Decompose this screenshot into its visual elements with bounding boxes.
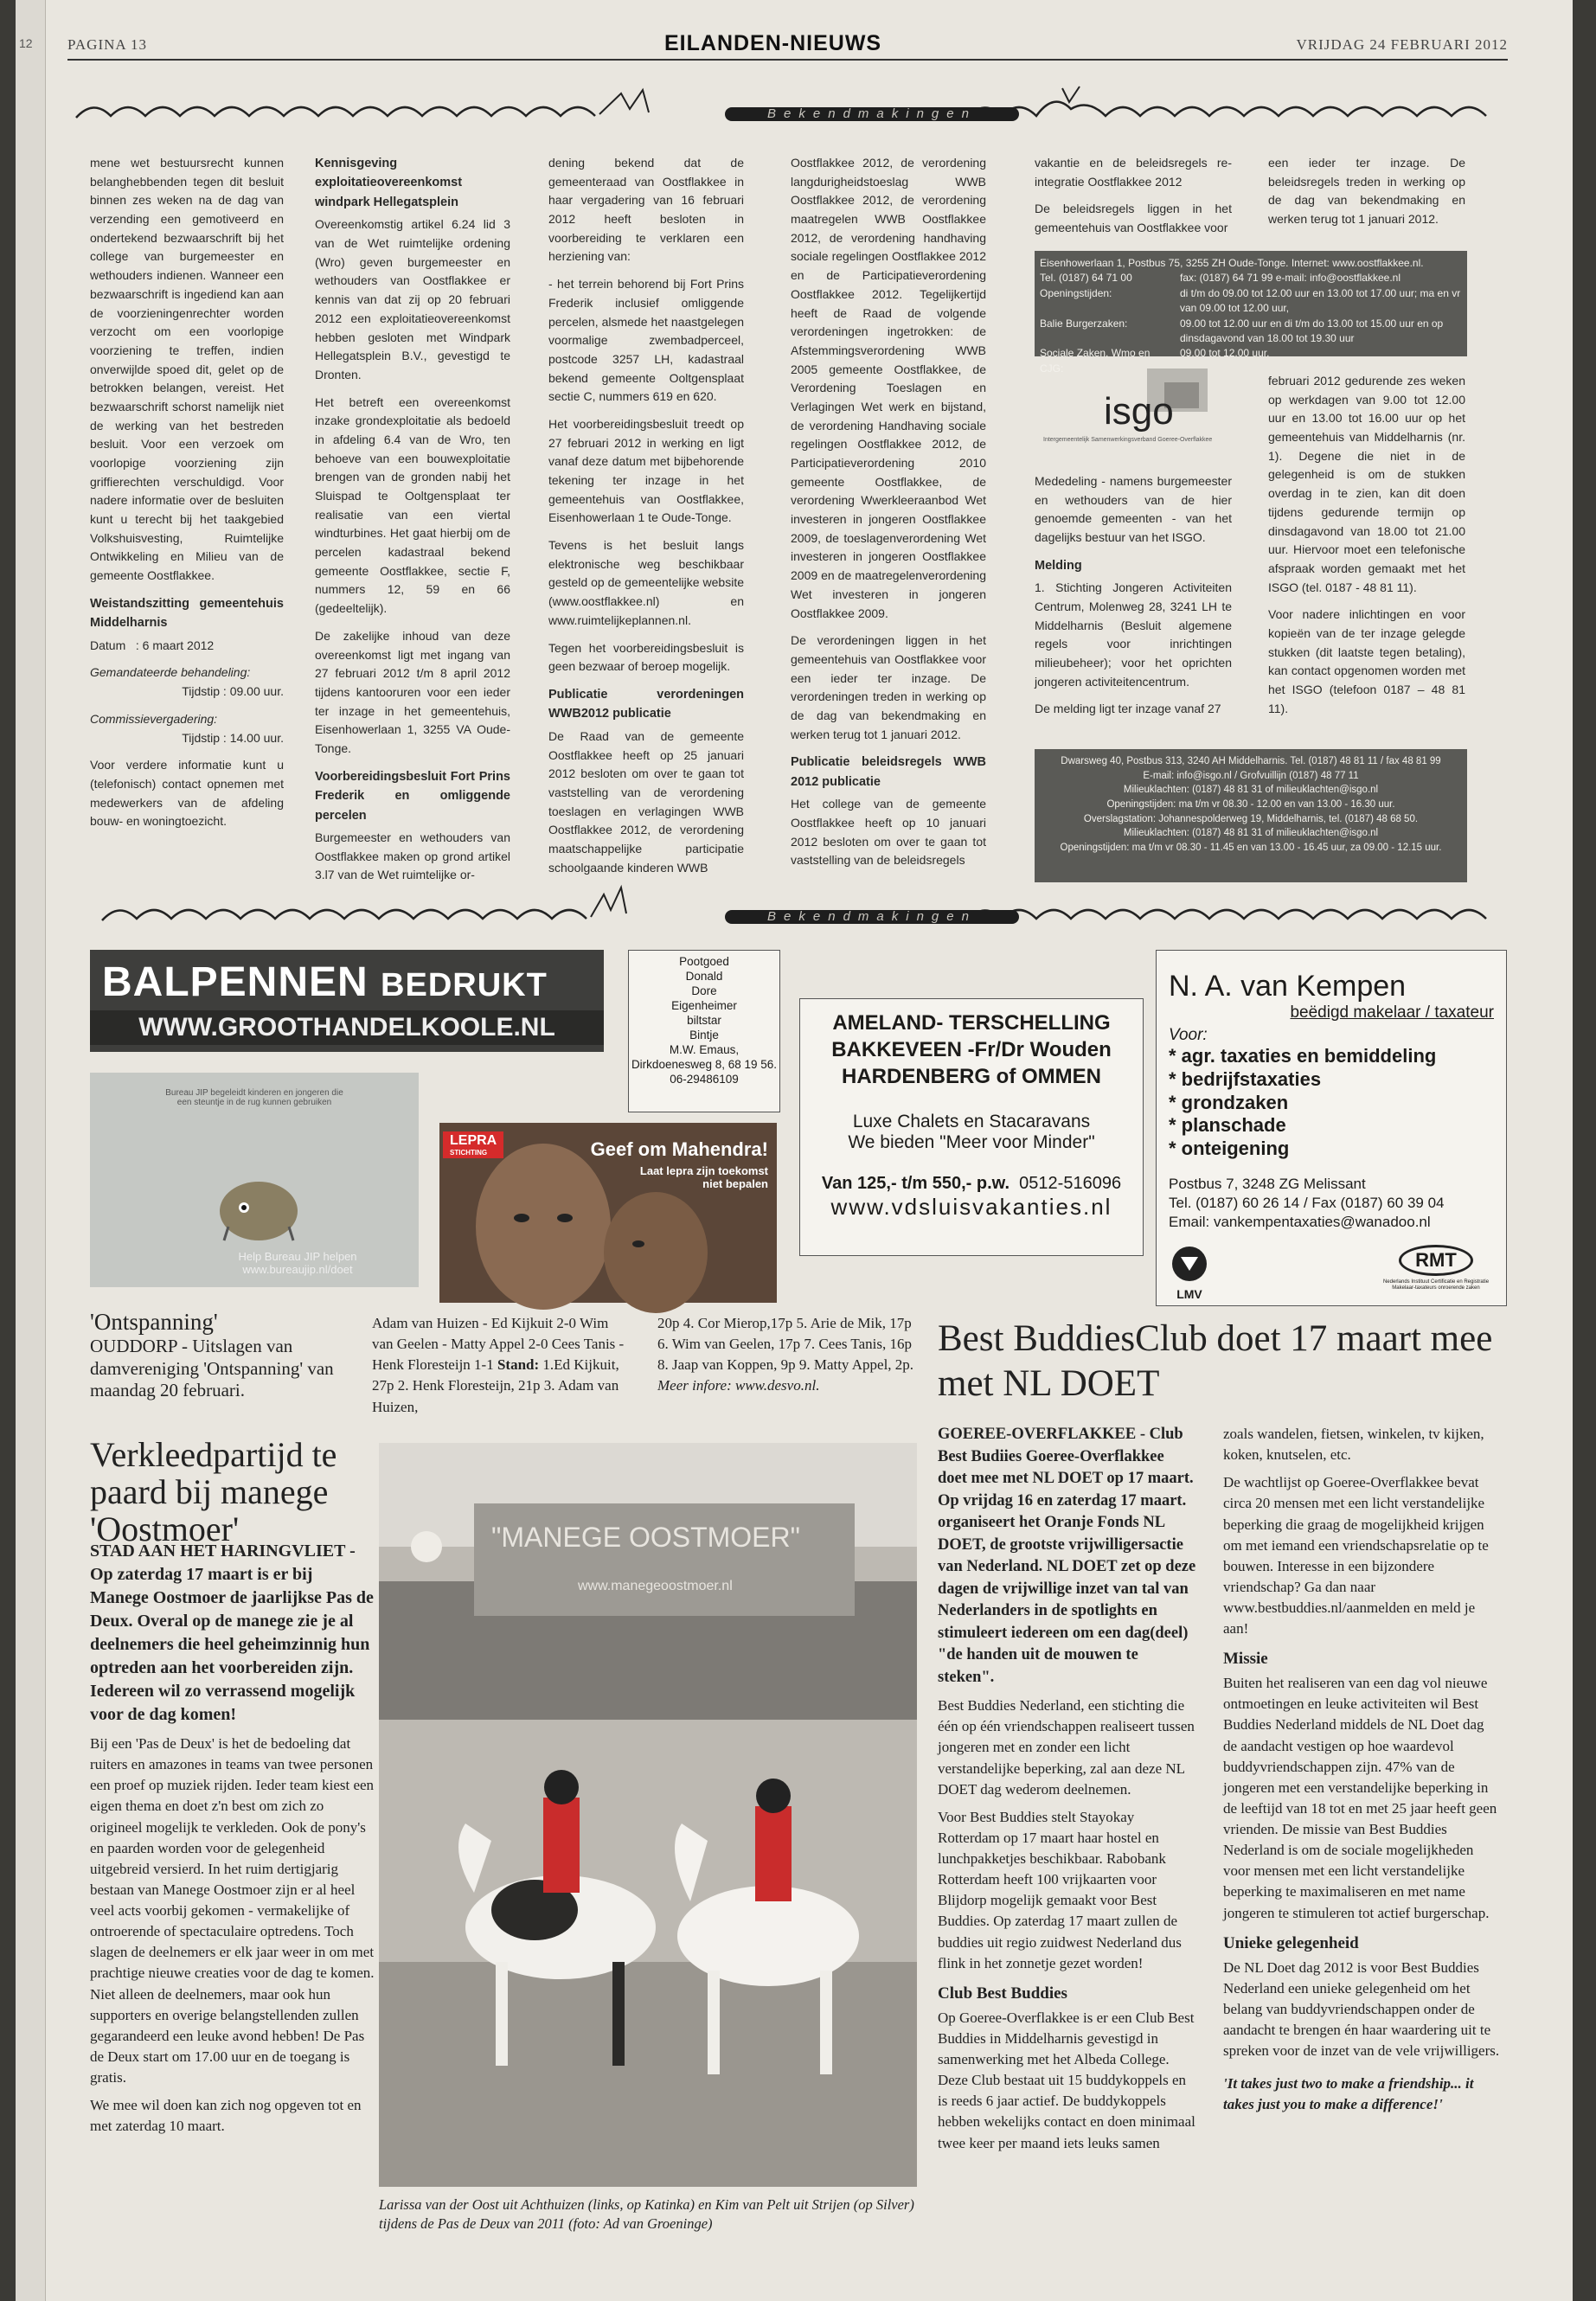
contact-line: fax: (0187) 64 71 99 e-mail: info@oostflakkee.nl bbox=[1180, 272, 1401, 285]
verkleed-paragraph: Bij een 'Pas de Deux' is het de bedoeling dat ruiters en amazones in teams van twee personen een proef op muziek rijden. Ieder team kiest een eigen thema en doet z'n best om zich zo origineel mogelijk te verkleden. Ook de pony's en paarden worden voor de gelegenheid uitgebreid versierd. In het ruim dertigjarig bestaan van Manege Oostmoer zijn er al heel veel acts voorbij gekomen - vermakelijke of ontroerende of spectaculaire optredens. Toch slagen de deelnemers er elk jaar weer in om met prachtige nieuwe creaties voor de dag te komen. Niet alleen de deelnemers, maar ook hun supporters en overige belangstellenden zullen gegarandeerd een leuke avond hebben! De Pas de Deux start om 17.00 uur en de toegang is gratis. bbox=[90, 1735, 375, 2086]
notice-heading: Voorbereidingsbesluit Fort Prins Frederik en omliggende percelen bbox=[315, 769, 510, 823]
kempen-address-line: Tel. (0187) 60 26 14 / Fax (0187) 60 39 04 bbox=[1169, 1195, 1445, 1212]
buddies-col-1 bbox=[938, 1424, 1197, 2220]
vakanties-destinations bbox=[800, 1009, 1143, 1091]
kempen-name: N. A. van Kempen bbox=[1169, 970, 1407, 1003]
notice-column-6 bbox=[1268, 154, 1465, 249]
ontspanning-col-3 bbox=[657, 1313, 917, 1408]
kempen-service-item: * grondzaken bbox=[1169, 1091, 1289, 1113]
notice-paragraph: - het terrein behorend bij Fort Prins Frederik inclusief omliggende percelen, alsmede het naastgelegen voormalige zwembadperceel, postcode 3257 LH, kadastraal bekend gemeente Ooltgensplaat sectie C, nummers 619 en 620. bbox=[548, 277, 744, 404]
notice-heading: Kennisgeving exploitatieovereenkomst windpark Hellegatsplein bbox=[315, 157, 463, 209]
lepra-ad bbox=[439, 1123, 777, 1303]
notice-date-row bbox=[90, 637, 284, 656]
notice-paragraph: dening bekend dat de gemeenteraad van Oostflakkee in haar vergadering van 16 februari 2012 heeft besloten in voorbereiding te verklaren een herziening van: bbox=[548, 156, 744, 264]
datum-label: Datum bbox=[90, 638, 126, 652]
oostflakkee-contact-box bbox=[1035, 251, 1467, 375]
buddies-subheading: Missie bbox=[1223, 1650, 1268, 1669]
isgo-heading: Melding bbox=[1035, 558, 1082, 573]
notice-paragraph: vakantie en de beleidsregels re-integratie Oostflakkee 2012 bbox=[1035, 156, 1232, 189]
contact-line: Sociale Zaken, Wmo en CJG: bbox=[1040, 347, 1151, 375]
lmv-label: LMV bbox=[1176, 1287, 1202, 1301]
kempen-voor: Voor: bbox=[1169, 1026, 1208, 1044]
pootgoed-line: Pootgoed bbox=[679, 955, 729, 968]
notice-paragraph: Het college van de gemeente Oostflakkee heeft op 10 januari 2012 besloten om over te gaan tot vaststelling van de beleidsregels bbox=[791, 797, 986, 868]
verkleed-paragraph: We mee wil doen kan zich nog opgeven tot en met zaterdag 10 maart. bbox=[90, 2097, 362, 2135]
jip-bottom-text: Help Bureau JIP helpen www.bureaujip.nl/doet bbox=[238, 1250, 357, 1276]
isgo-tagline: Intergemeentelijk Samenwerkingsverband Goeree-Overflakkee bbox=[1043, 437, 1213, 443]
isgo-column-b bbox=[1268, 372, 1465, 744]
pootgoed-line: Eigenheimer bbox=[671, 999, 737, 1012]
datum-value: : 6 maart 2012 bbox=[135, 638, 215, 652]
vakanties-url[interactable]: www.vdsluisvakanties.nl bbox=[830, 1193, 1112, 1220]
van-kempen-ad bbox=[1156, 950, 1507, 1306]
commissie-label: Commissievergadering: bbox=[90, 711, 218, 726]
isgo-contact-line: Openingstijden: ma t/m vr 08.30 - 12.00 en van 13.00 - 16.30 uur. bbox=[1106, 799, 1395, 811]
isgo-contact-box bbox=[1035, 749, 1467, 882]
notice-column-5 bbox=[1035, 154, 1232, 249]
vakanties-price-row bbox=[800, 1174, 1143, 1194]
isgo-paragraph: Voor nadere inlichtingen en voor kopieën van de ter inzage gelegde stukken (dit laatste tegen betaling), kan contact opgenomen worden met het ISGO (telefoon 0187 – 48 81 11). bbox=[1268, 607, 1465, 715]
notice-column-1 bbox=[90, 154, 284, 829]
kempen-service-item: * agr. taxaties en bemiddeling bbox=[1169, 1045, 1437, 1067]
masthead: EILANDEN-NIEUWS bbox=[664, 31, 882, 55]
notice-heading: Weistandszitting gemeentehuis Middelharnis bbox=[90, 596, 284, 631]
vakanties-price: Van 125,- t/m 550,- p.w. bbox=[821, 1173, 1010, 1193]
notice-heading: Publicatie beleidsregels WWB 2012 publicatie bbox=[791, 755, 986, 789]
isgo-contact-line: Milieuklachten: (0187) 48 81 31 of milieuklachten@isgo.nl bbox=[1123, 785, 1379, 796]
ontspanning-results: Adam van Huizen - Ed Kijkuit 2-0 Wim van Geelen - Matty Appel 2-0 Cees Tanis - Henk Floresteijn 1-1 bbox=[372, 1315, 625, 1374]
contact-line: Openingstijden: bbox=[1040, 286, 1112, 299]
manege-photo bbox=[379, 1443, 917, 2187]
verkleed-body bbox=[90, 1540, 375, 2232]
contact-line: Tel. (0187) 64 71 00 bbox=[1040, 272, 1132, 285]
hedgehog-icon bbox=[211, 1168, 306, 1246]
notice-paragraph: Voor verdere informatie kunt u (telefonisch) contact opnemen met medewerkers van de afdeling bouw- en woningtoezicht. bbox=[90, 758, 284, 829]
kempen-subtitle: beëdigd makelaar / taxateur bbox=[1290, 1003, 1494, 1022]
contact-line: 09.00 tot 12.00 uur en di t/m do 13.00 tot 15.00 uur en op dinsdagavond van 18.00 tot 19.30 uur bbox=[1180, 317, 1444, 344]
page-header bbox=[67, 29, 1508, 57]
notice-paragraph: Tegen het voorbereidingsbesluit is geen bezwaar of beroep mogelijk. bbox=[548, 640, 744, 674]
isgo-contact-line: Milieuklachten: (0187) 48 81 31 of milieuklachten@isgo.nl bbox=[1123, 828, 1379, 839]
balpennen-word: BALPENNEN bbox=[102, 959, 369, 1005]
pootgoed-line: M.W. Emaus, bbox=[669, 1043, 740, 1056]
bekendmakingen-label: Bekendmakingen bbox=[725, 910, 1019, 924]
rmt-label: RMT bbox=[1399, 1245, 1473, 1276]
pootgoed-line: Dore bbox=[691, 984, 717, 997]
buddies-paragraph: De NL Doet dag 2012 is voor Best Buddies Nederland een unieke gelegenheid om het belang van buddyvriendschappen onder de aandacht te brengen én haar waardering uit te spreken voor de inzet van de vele vrijwilligers. bbox=[1223, 1958, 1500, 2060]
notice-paragraph: Tevens is het besluit langs elektronische weg beschikbaar gesteld op de gemeentelijke website (www.oostflakkee.nl) en www.ruimtelijkeplannen.nl. bbox=[548, 538, 744, 627]
bureau-jip-ad bbox=[90, 1073, 419, 1287]
pootgoed-line: Dirkdoenesweg 8, 68 19 56. bbox=[631, 1058, 778, 1071]
rmt-logo bbox=[1373, 1245, 1499, 1291]
ontspanning-headline: 'Ontspanning' bbox=[90, 1309, 218, 1335]
pas-de-deux-photo-icon bbox=[379, 1443, 917, 2187]
ontspanning-standings-cont: 20p 4. Cor Mierop,17p 5. Arie de Mik, 17p 6. Wim van Geelen, 17p 7. Cees Tanis, 16p 8. Jaap van Koppen, 9p 9. Matty Appel, 2p. bbox=[657, 1315, 914, 1374]
margin-page-number: 12 bbox=[19, 36, 33, 50]
ontspanning-standings: 1.Ed Kijkuit, 27p 2. Henk Floresteijn, 21p 3. Adam van Huizen, bbox=[372, 1356, 619, 1415]
buddies-paragraph: Voor Best Buddies stelt Stayokay Rotterdam op 17 maart haar hostel en lunchpakketjes beschikbaar. Rabobank Rotterdam heeft 100 vrijkaarten voor Blijdorp mogelijk gemaakt voor Best Buddies. Op zaterdag 17 maart zullen de buddies uit regio zuidwest Nederland dus flink in het zonnetje gezet worden! bbox=[938, 1808, 1182, 1971]
lepra-headline: Geef om Mahendra! bbox=[590, 1138, 768, 1160]
contact-line: Balie Burgerzaken: bbox=[1040, 317, 1128, 330]
gemandateerde-label: Gemandateerde behandeling: bbox=[90, 665, 251, 680]
notice-paragraph: Oostflakkee 2012, de verordening langdurigheidstoeslag WWB Oostflakkee 2012, de verordening maatregelen WWB Oostflakkee 2012, de verordening handhaving sociale regelingen Oostflakkee 2012 en de Participatieverordening Oostflakkee 2012. Tegelijkertijd heeft de Raad de volgende verordeningen ingetrokken: de Afstemmingsverordening WWB 2005 gemeente Oostflakkee, de Verordening Toeslagen en Verlagingen Wet werk en bijstand, de verordening Handhaving sociale regelingen Oostflakkee 2012, de Participatieverordening 2010 gemeente Oostflakkee, de verordening Wwerkleeraanbod Wet investeren in jongeren Oostflakkee 2009, de toeslagenverordening Wet investeren in jongeren Oostflakkee 2009 en de maatregelenverordening Wet investeren in jongeren Oostflakkee 2009. bbox=[791, 156, 986, 620]
balpennen-headline bbox=[102, 958, 548, 1006]
ontspanning-lead: OUDDORP - Uitslagen van damvereniging 'Ontspanning' van maandag 20 februari. bbox=[90, 1336, 334, 1400]
kempen-service-item: * onteigening bbox=[1169, 1138, 1290, 1160]
lepra-brand-sub: STICHTING bbox=[450, 1149, 488, 1157]
kempen-address bbox=[1169, 1175, 1506, 1232]
notice-paragraph: mene wet bestuursrecht kunnen belanghebbenden tegen dit besluit binnen zes weken na de dag van verzending een gemotiveerd en ondertekend bezwaarschrift bij het college van burgemeester en wethouders indienen. Wanneer een bezwaarschrift is ingediend kan aan de voorzieningenrechter worden verzocht om een voorlopige voorziening te treffen, indien onverwijlde spoed dit, gelet op de betrokken belangen, vereist. Het bezwaarschrift schorst namelijk niet de werking van het bestreden besluit. Voor een verzoek om voorlopige voorziening zijn griffierechten verschuldigd. Voor nadere informatie over de besluiten kunt u terecht bij het taakgebied Volkshuisvesting, Ruimtelijke Ontwikkeling en Milieu van de gemeente Oostflakkee. bbox=[90, 156, 284, 583]
buddies-lead: GOEREE-OVERFLAKKEE - Club Best Budiies Goeree-Overflakkee doet mee met NL DOET op 17 maart. Op vrijdag 16 en zaterdag 17 maart. organiseert het Oranje Fonds NL DOET, de grootste vrijwilligersactie van Nederland. NL DOET zet op deze dagen de vrijwillige inzet van tal van Nederlanders in de spotlights en stimuleert iedereen om een dag(deel) "de handen uit de mouwen te steken". bbox=[938, 1426, 1196, 1686]
notice-paragraph: De Raad van de gemeente Oostflakkee heeft op 25 januari 2012 besloten om over te gaan tot vaststelling van de verordening toeslagen en verlagingen WWB Oostflakkee 2012, de verordening maatschappelijke participatie schoolgaande kinderen WWB bbox=[548, 728, 744, 875]
contact-line: Eisenhowerlaan 1, Postbus 75, 3255 ZH Oude-Tonge. Internet: www.oostflakkee.nl. bbox=[1040, 257, 1424, 269]
pootgoed-line: 06-29486109 bbox=[670, 1073, 739, 1086]
isgo-paragraph: 1. Stichting Jongeren Activiteiten Centrum, Molenweg 28, 3241 LH te Middelharnis (Besluit algemene regels voor inrichtingen milieubeheer); voor het oprichten jongeren activiteitencentrum. bbox=[1035, 580, 1232, 689]
notice-paragraph: De beleidsregels liggen in het gemeentehuis van Oostflakkee voor bbox=[1035, 202, 1232, 235]
photo-caption: Larissa van der Oost uit Achthuizen (links, op Katinka) en Kim van Pelt uit Strijen (op Silver) tijdens de Pas de Deux van 2011 (foto: Ad van Groeninge) bbox=[379, 2196, 914, 2233]
pootgoed-line: Bintje bbox=[689, 1029, 719, 1042]
kempen-services bbox=[1169, 1045, 1506, 1161]
isgo-contact-line: E-mail: info@isgo.nl / Grofvuillijn (0187) 48 77 11 bbox=[1143, 770, 1359, 781]
buddies-paragraph: Best Buddies Nederland, een stichting die één op één vriendschappen realiseert tussen jongeren met en zonder een licht verstandelijke beperking, zal aan deze NL DOET dag wederom deelnemen. bbox=[938, 1697, 1195, 1798]
bekendmakingen-label: Bekendmakingen bbox=[725, 107, 1019, 121]
notice-paragraph: Burgemeester en wethouders van Oostflakkee maken op grond artikel 3.l7 van de Wet ruimtelijke or- bbox=[315, 830, 510, 882]
lepra-logo bbox=[443, 1131, 503, 1158]
notice-column-3 bbox=[548, 154, 744, 875]
ontspanning-more-info[interactable]: Meer infore: www.desvo.nl. bbox=[657, 1377, 820, 1394]
newspaper-page bbox=[16, 0, 1573, 2301]
buddies-paragraph: De wachtlijst op Goeree-Overflakkee bevat circa 20 mensen met een licht verstandelijke beperking die graag de mogelijkheid krijgen om met iemand een vriendschapsrelatie op te bouwen. Interesse in een bijzondere vriendschap? Ga dan naar www.bestbuddies.nl/aanmelden en meld je aan! bbox=[1223, 1474, 1489, 1638]
isgo-paragraph: februari 2012 gedurende zes weken op werkdagen van 9.00 tot 12.00 uur en 13.00 tot 16.00 uur op het gemeentehuis van Middelharnis (nr. 1). Degene die niet in de gelegenheid is om de stukken overdag in te zien, kan dit doen tijdens gedurende termijn op dinsdagavond van 18.00 tot 21.00 uur. Hiervoor moet een telefonische afspraak worden gemaakt met het ISGO (tel. 0187 - 48 81 11). bbox=[1268, 374, 1465, 594]
bedrukt-word: BEDRUKT bbox=[381, 967, 548, 1003]
notice-paragraph: Het betreft een overeenkomst inzake grondexploitatie als bedoeld in afdeling 6.4 van de Wro, ten behoeve van een bouwexploitatie brengen van de gronden nabij het Sluispad te Ooltgensplaat ter realisatie van een viertal windturbines. Het gaat hierbij om de percelen kadastraal bekend gemeente Oostflakkee, sectie F, nummers 12, 59 en 66 (gedeeltelijk). bbox=[315, 394, 510, 616]
kempen-email[interactable]: Email: vankempentaxaties@wanadoo.nl bbox=[1169, 1214, 1431, 1231]
buddies-paragraph: Buiten het realiseren van een dag vol nieuwe ontmoetingen en leuke activiteiten wil Best Buddies Nederland middels de NL Doet dag de aandacht vestigen op hoe waardevol buddyvriendschappen zijn. 47% van de jongeren met een verstandelijke beperking in de leeftijd van 18 tot en met 25 jaar heeft geen vrienden. De missie van Best Buddies Nederland is om de sociale mogelijkheden voor mensen met een licht verstandelijke beperking te maximaliseren en met name jongeren te stimuleren tot actief burgerschap. bbox=[1223, 1675, 1497, 1921]
buddies-paragraph: Op Goeree-Overflakkee is er een Club Best Buddies in Middelharnis gevestigd in samenwerking met het Albeda College. Deze Club bestaat uit 15 buddykoppels en is reeds 6 jaar actief. De buddykoppels hebben wekelijks contact en doen minimaal twee keer per maand iets leuks samen bbox=[938, 2009, 1195, 2151]
vakanties-tagline: Luxe Chalets en Stacaravans bbox=[852, 1111, 1091, 1131]
notice-paragraph: De zakelijke inhoud van deze overeenkomst ligt met ingang van 27 februari 2012 t/m 8 april 2012 tijdens kantooruren voor een ieder ter inzage in het gemeentehuis, Eisenhowerlaan 1, 3255 VA Oude-Tonge. bbox=[315, 628, 510, 755]
pootgoed-line: Donald bbox=[685, 970, 723, 983]
vakanties-line: BAKKEVEEN -Fr/Dr Wouden bbox=[831, 1038, 1112, 1062]
issue-date: VRIJDAG 24 FEBRUARI 2012 bbox=[1296, 36, 1508, 53]
isgo-paragraph: Mededeling - namens burgemeester en wethouders van de hier genoemde gemeenten - van het dagelijks bestuur van het ISGO. bbox=[1035, 474, 1232, 545]
kempen-address-line: Postbus 7, 3248 ZG Melissant bbox=[1169, 1176, 1366, 1193]
isgo-contact-line: Dwarsweg 40, Postbus 313, 3240 AH Middelharnis. Tel. (0187) 48 81 11 / fax 48 81 99 bbox=[1061, 756, 1441, 766]
pootgoed-ad bbox=[628, 950, 780, 1112]
notice-column-4 bbox=[791, 154, 986, 872]
isgo-contact-line: Overslagstation: Johannespolderweg 19, Middelharnis, tel. (0187) 48 68 50. bbox=[1083, 813, 1419, 824]
balpennen-ad bbox=[90, 950, 604, 1052]
isgo-logo bbox=[1035, 362, 1251, 457]
vakanties-line: HARDENBERG of OMMEN bbox=[842, 1065, 1101, 1089]
verkleed-lead: STAD AAN HET HARINGVLIET - Op zaterdag 17 maart is er bij Manege Oostmoer de jaarlijkse Pas de Deux. Overal op de manege zie je al deelnemers die heel geheimzinnig hun optreden aan het voorbereiden zijn. Iedereen wil zo verrassend mogelijk voor de dag komen! bbox=[90, 1541, 374, 1724]
header-rule bbox=[67, 59, 1508, 61]
verkleed-headline: Verkleedpartijd te paard bij manege 'Oostmoer' bbox=[90, 1435, 337, 1549]
buddies-paragraph: zoals wandelen, fietsen, winkelen, tv kijken, koken, knutselen, etc. bbox=[1223, 1426, 1484, 1464]
lmv-logo bbox=[1170, 1245, 1208, 1301]
bekendmakingen-banner-bottom bbox=[67, 882, 1508, 933]
gemandateerde-value: Tijdstip : 09.00 uur. bbox=[182, 684, 284, 699]
balpennen-url[interactable]: WWW.GROOTHANDELKOOLE.NL bbox=[90, 1010, 604, 1045]
isgo-column-a bbox=[1035, 472, 1232, 740]
lepra-subline: Laat lepra zijn toekomst niet bepalen bbox=[639, 1164, 768, 1190]
jip-top-text: Bureau JIP begeleidt kinderen en jongeren die een steuntje in de rug kunnen gebruiken bbox=[165, 1088, 343, 1107]
vdsluis-vakanties-ad bbox=[799, 998, 1144, 1256]
ontspanning-col-2 bbox=[372, 1313, 625, 1415]
notice-paragraph: Het voorbereidingsbesluit treedt op 27 februari 2012 in werking en ligt vanaf deze datum met bijbehorende tekening ter inzage in het gemeentehuis van Oostflakkee, Eisenhowerlaan 1 te Oude-Tonge. bbox=[548, 416, 744, 525]
buddies-quote: 'It takes just two to make a friendship... it takes just you to make a difference!' bbox=[1223, 2075, 1474, 2113]
notice-paragraph: Overeenkomstig artikel 6.24 lid 3 van de Wet ruimtelijke ordening (Wro) geven burgemeester en wethouders van Oostflakkee er kennis van dat zij op 20 februari 2012 een exploitatieovereenkomst hebben gesloten met Windpark Hellegatsplein B.V., gevestigd te Dronten. bbox=[315, 217, 510, 381]
vakanties-phone[interactable]: 0512-516096 bbox=[1019, 1173, 1122, 1193]
buddies-headline: Best BuddiesClub doet 17 maart mee met NL DOET bbox=[938, 1318, 1493, 1404]
lmv-shield-icon bbox=[1170, 1245, 1208, 1283]
isgo-paragraph: De melding ligt ter inzage vanaf 27 bbox=[1035, 702, 1221, 716]
rmt-sub: Nederlands Instituut Certificatie en Registratie Makelaar-taxateurs onroerende zaken bbox=[1382, 1279, 1490, 1291]
kempen-service-item: * planschade bbox=[1169, 1114, 1286, 1137]
ontspanning-article bbox=[90, 1308, 358, 1401]
isgo-contact-line: Openingstijden: ma t/m vr 08.30 - 11.45 en van 13.00 - 16.45 uur, za 09.00 - 12.15 uur. bbox=[1060, 843, 1442, 854]
notice-heading: Publicatie verordeningen WWB2012 publicatie bbox=[548, 687, 744, 721]
contact-line: di t/m do 09.00 tot 12.00 uur en 13.00 tot 17.00 uur; ma en vr van 09.00 tot 12.00 uur, bbox=[1180, 286, 1461, 315]
lepra-brand: LEPRA bbox=[450, 1133, 497, 1148]
pootgoed-line: biltstar bbox=[687, 1014, 721, 1027]
previous-page-edge bbox=[16, 0, 46, 2301]
contact-line: 09.00 tot 12.00 uur. bbox=[1180, 347, 1270, 360]
kempen-service-item: * bedrijfstaxaties bbox=[1169, 1067, 1322, 1090]
notice-paragraph: De verordeningen liggen in het gemeentehuis van Oostflakkee voor een ieder ter inzage. De verordeningen treden in werking op de dag van bekendmaking en werken terug tot 1 januari 2012. bbox=[791, 633, 986, 741]
notice-paragraph: een ieder ter inzage. De beleidsregels treden in werking op de dag van bekendmaking en werken terug tot 1 januari 2012. bbox=[1268, 156, 1465, 227]
buddies-subheading: Club Best Buddies bbox=[938, 1984, 1067, 2003]
isgo-wordmark: isgo bbox=[1104, 390, 1174, 433]
stand-label: Stand: bbox=[497, 1356, 540, 1374]
buddies-col-2 bbox=[1223, 1424, 1500, 2220]
bekendmakingen-banner-top bbox=[67, 83, 1508, 133]
notice-column-2 bbox=[315, 154, 510, 882]
commissie-value: Tijdstip : 14.00 uur. bbox=[182, 730, 284, 745]
page-number: PAGINA 13 bbox=[67, 36, 147, 53]
photo-sign-url: www.manegeoostmoer.nl bbox=[578, 1579, 733, 1593]
vakanties-tagline2: We bieden "Meer voor Minder" bbox=[848, 1131, 1095, 1152]
buddies-subheading: Unieke gelegenheid bbox=[1223, 1933, 1359, 1952]
vakanties-line: AMELAND- TERSCHELLING bbox=[832, 1011, 1111, 1035]
wave-ornament-icon bbox=[67, 882, 1508, 933]
photo-sign-text: "MANEGE OOSTMOER" bbox=[491, 1522, 800, 1553]
isgo-logo-icon bbox=[1035, 362, 1251, 457]
